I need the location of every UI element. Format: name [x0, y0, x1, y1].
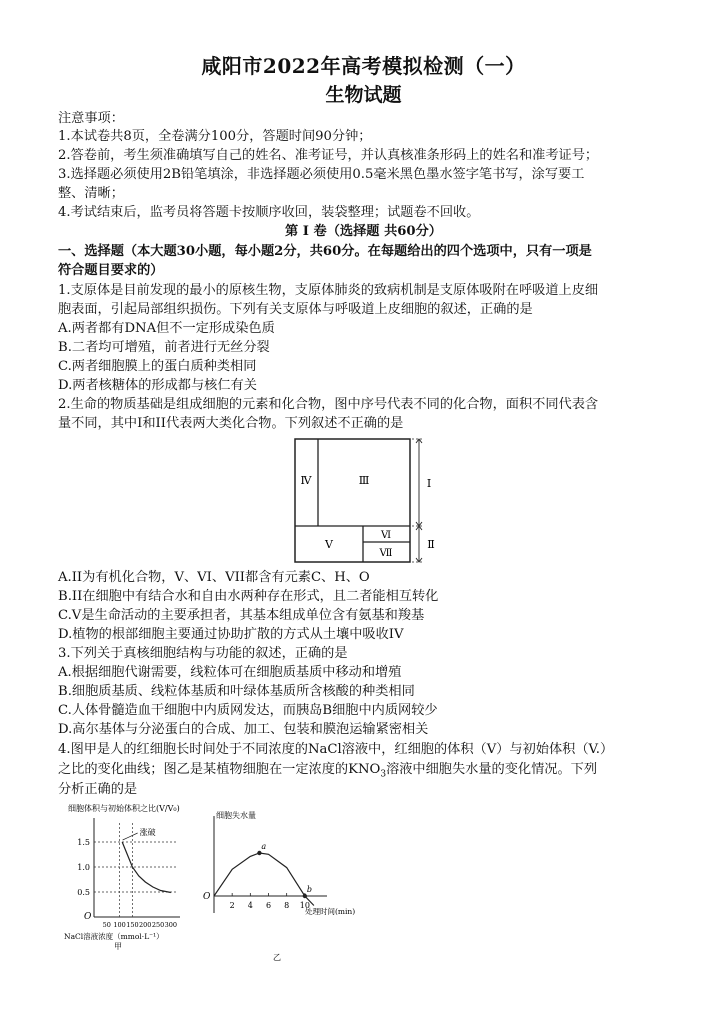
- chart-caption: 甲: [114, 942, 122, 951]
- q4-stem: 分析正确的是: [58, 782, 138, 797]
- x-tick-label: 200: [139, 921, 152, 929]
- exam-subject: 生物试题: [325, 84, 402, 106]
- label-ii: Ⅱ: [427, 538, 435, 551]
- q2-stem: 量不同，其中I和II代表两大类化合物。下列叙述不正确的是: [58, 416, 404, 431]
- exam-title: 咸阳市2022年高考模拟检测（一）: [201, 54, 526, 78]
- q1-option-a: A.两者都有DNA但不一定形成染色质: [58, 321, 275, 336]
- annotation-pointer: [123, 833, 138, 840]
- y-tick-label: 1.0: [77, 863, 90, 872]
- q1-stem: 胞表面，引起局部组织损伤。下列有关支原体与呼吸道上皮细胞的叙述，正确的是: [58, 302, 533, 317]
- label-v: Ⅴ: [325, 538, 333, 551]
- q4-stem: 4.图甲是人的红细胞长时间处于不同浓度的NaCl溶液中，红细胞的体积（V）与初始体积（V.）: [58, 742, 614, 757]
- notes-heading: 注意事项：: [58, 111, 124, 126]
- x-tick-label: 50: [102, 921, 111, 929]
- q3-option-a: A.根据细胞代谢需要，线粒体可在细胞质基质中移动和增殖: [58, 665, 402, 680]
- q3-option-c: C.人体骨髓造血干细胞中内质网发达，而胰岛B细胞中内质网较少: [58, 703, 438, 718]
- annotation-label: 涨破: [139, 828, 156, 837]
- q2-stem: 2.生命的物质基础是组成细胞的元素和化合物，图中序号代表不同的化合物，面积不同代表含: [58, 397, 599, 412]
- q1-stem: 1.支原体是目前发现的最小的原核生物，支原体肺炎的致病机制是支原体吸附在呼吸道上皮细: [58, 283, 599, 298]
- chart-caption: 乙: [273, 953, 281, 962]
- x-tick-label: 250: [151, 921, 165, 929]
- q2-option-a: A.II为有机化合物，V、VI、VII都含有元素C、H、O: [58, 570, 370, 585]
- q3-stem: 3.下列关于真核细胞结构与功能的叙述，正确的是: [58, 646, 348, 661]
- origin-label: O: [84, 912, 92, 922]
- q2-option-b: B.II在细胞中有结合水和自由水两种存在形式，且二者能相互转化: [58, 589, 439, 604]
- chart-water-loss: [198, 808, 358, 968]
- label-iii: Ⅲ: [358, 474, 370, 487]
- x-tick-label: 6: [265, 901, 272, 910]
- series-line: [214, 853, 314, 906]
- label-i: Ⅰ: [426, 477, 432, 490]
- x-tick-label: 4: [247, 901, 253, 910]
- q1-option-c: C.两者细胞膜上的蛋白质种类相同: [58, 359, 257, 374]
- q2-option-d: D.植物的根部细胞主要通过协助扩散的方式从土壤中吸收IV: [58, 627, 404, 642]
- origin-label: O: [203, 892, 211, 902]
- q3-option-b: B.细胞质基质、线粒体基质和叶绿体基质所含核酸的种类相同: [58, 684, 415, 699]
- marked-point: [257, 851, 261, 855]
- notes-item: 3.选择题必须使用2B铅笔填涂，非选择题必须使用0.5毫米黑色墨水签字笔书写，涂写要工: [58, 167, 585, 182]
- x-axis-label: 处理时间(min): [305, 907, 356, 916]
- x-tick-label: 8: [284, 901, 290, 910]
- q4-stem: 之比的变化曲线；图乙是某植物细胞在一定浓度的$KNO_3$溶液中细胞失水量的变化情况。下列: [58, 762, 598, 780]
- chart-rbc-volume: [60, 800, 200, 965]
- point-label: a: [261, 842, 267, 851]
- q1-option-b: B.二者均可增殖，前者进行无丝分裂: [58, 340, 270, 355]
- section-heading: 一、选择题（本大题30小题，每小题2分，共60分。在每题给出的四个选项中，只有一项是: [58, 244, 592, 259]
- compound-area-diagram: [288, 432, 448, 568]
- label-vi: Ⅵ: [380, 530, 392, 541]
- x-tick-label: 2: [229, 901, 235, 910]
- notes-item: 整、清晰；: [58, 186, 124, 201]
- section-heading: 符合题目要求的）: [58, 263, 164, 278]
- notes-item: 2.答卷前，考生须准确填写自己的姓名、准考证号，并认真核准条形码上的姓名和准考证号；: [58, 148, 599, 163]
- notes-item: 4.考试结束后，监考员将答题卡按顺序收回，装袋整理；试题卷不回收。: [58, 205, 480, 220]
- marked-point: [303, 894, 307, 898]
- q1-option-d: D.两者核糖体的形成都与核仁有关: [58, 378, 257, 393]
- x-tick-label: 10: [299, 901, 310, 910]
- x-axis-label: NaCl溶液浓度（mmol·L⁻¹）: [64, 932, 164, 941]
- y-tick-label: 0.5: [77, 888, 90, 897]
- q2-option-c: C.V是生命活动的主要承担者，其基本组成单位含有氨基和羧基: [58, 608, 425, 623]
- point-label: b: [306, 885, 312, 894]
- x-tick-label: 300: [164, 921, 178, 929]
- y-axis-label: 细胞体积与初始体积之比(V/V₀): [68, 804, 180, 813]
- label-vii: Ⅶ: [379, 548, 393, 559]
- y-tick-label: 1.5: [77, 838, 90, 847]
- q3-option-d: D.高尔基体与分泌蛋白的合成、加工、包装和膜泡运输紧密相关: [58, 722, 429, 737]
- notes-item: 1.本试卷共8页，全卷满分100分，答题时间90分钟；: [58, 129, 372, 144]
- x-tick-label: 100: [113, 921, 126, 929]
- x-tick-label: 150: [126, 921, 139, 929]
- label-iv: Ⅳ: [300, 474, 312, 487]
- section-title: 第 I 卷（选择题 共60分）: [285, 224, 442, 239]
- y-axis-label: 细胞失水量: [216, 811, 256, 820]
